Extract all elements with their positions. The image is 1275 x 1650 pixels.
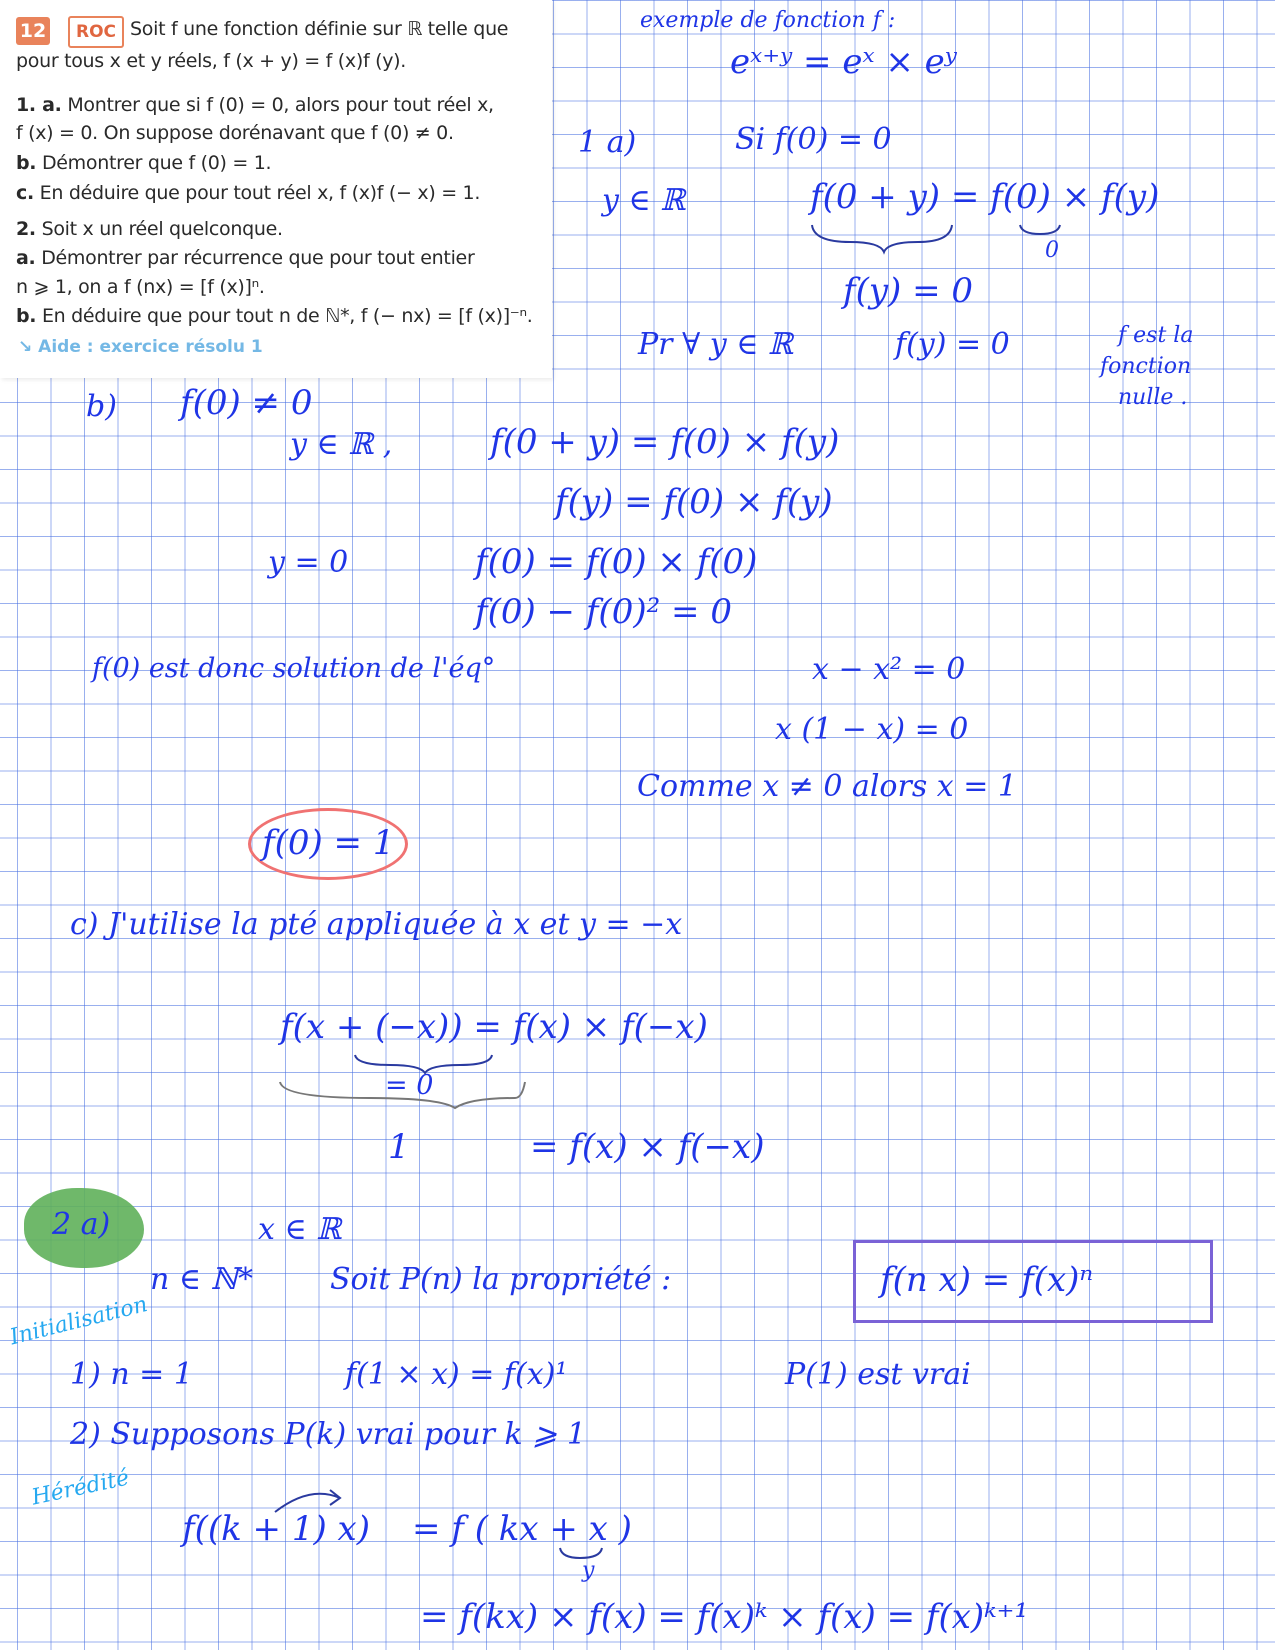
note-hered-eq1a: f((k + 1) x) [182,1509,370,1549]
exercise-q1c: c. En déduire que pour tout réel x, f (x)f (− x) = 1. [16,182,481,204]
note-init-eq: f(1 × x) = f(x)¹ [345,1357,568,1392]
note-q2a-prop: f(n x) = f(x)ⁿ [880,1260,1094,1300]
note-q2a-n: n ∈ ℕ* [150,1262,254,1297]
exercise-q2a-2: n ⩾ 1, on a f (nx) = [f (x)]ⁿ. [16,276,265,298]
note-q1b-eq4: f(0) − f(0)² = 0 [475,592,732,632]
note-example-label: exemple de fonction f : [640,8,896,33]
note-q1b-eq5: x − x² = 0 [812,652,966,687]
note-q1b-eq1: f(0 + y) = f(0) × f(y) [490,422,840,462]
note-q1a-all: Pr ∀ y ∈ ℝ [638,327,793,362]
note-q1c-text: c) J'utilise la pté appliquée à x et y = −x [70,907,683,942]
exercise-q1a-1: 1. a. Montrer que si f (0) = 0, alors pour tout réel x, [16,94,494,116]
note-q1b-sol: f(0) est donc solution de l'éq° [92,653,496,684]
brace-q1a [812,225,952,252]
brace-q1c-outer [280,1082,525,1108]
note-q1a-eq: f(0 + y) = f(0) × f(y) [810,177,1160,217]
note-init-step: 1) n = 1 [70,1357,193,1392]
note-q1b-eq3: f(0) = f(0) × f(0) [475,542,758,582]
exercise-q1b: b. Démontrer que f (0) = 1. [16,152,272,174]
arrow-hered [275,1490,340,1512]
note-q1a-y: y ∈ ℝ [602,183,686,218]
note-q1a-concl-1: f est la [1118,323,1194,348]
note-q1c-eq1: f(x + (−x)) = f(x) × f(−x) [280,1007,708,1047]
note-q2a-label: 2 a) [52,1207,111,1242]
note-q1a-concl-2: fonction [1100,354,1192,379]
exercise-q2a-1: a. Démontrer par récurrence que pour tout entier [16,247,475,269]
brace-q1a-small [1020,225,1060,234]
note-q1a-if: Si f(0) = 0 [735,122,892,157]
note-init-res: P(1) est vrai [785,1357,971,1392]
exercise-q2b: b. En déduire que pour tout n de ℕ*, f (− nx) = [f (x)]⁻ⁿ. [16,305,533,327]
note-init-label: Initialisation [7,1292,151,1351]
note-hered-eq2: = f(kx) × f(x) = f(x)ᵏ × f(x) = f(x)ᵏ⁺¹ [420,1597,1029,1637]
note-q1b-hyp: f(0) ≠ 0 [180,383,313,423]
exercise-q2: 2. Soit x un réel quelconque. [16,218,283,240]
note-q1a-all-res: f(y) = 0 [895,327,1010,362]
note-q1c-zero: = 0 [385,1070,434,1101]
note-hered-step: 2) Supposons P(k) vrai pour k ⩾ 1 [70,1417,586,1452]
exercise-number: 12 [16,17,50,45]
note-hered-y: y [582,1558,595,1583]
note-q1a-label: 1 a) [578,125,637,160]
note-q1b-label: b) [86,389,117,424]
note-hered-eq1b: = f ( kx + x ) [412,1509,632,1549]
exercise-intro-1: Soit f une fonction définie sur ℝ telle que [130,18,509,40]
brace-hered [560,1548,602,1558]
note-q1b-y: y ∈ ℝ , [290,427,393,462]
note-q1a-res: f(y) = 0 [843,271,974,311]
exercise-help-link[interactable]: ↘ Aide : exercice résolu 1 [18,337,263,357]
exercise-intro-2: pour tous x et y réels, f (x + y) = f (x)f (y). [16,50,406,72]
note-q1b-answer: f(0) = 1 [262,823,395,863]
note-q1c-eq2a: 1 [388,1127,410,1167]
note-q1b-eq7: Comme x ≠ 0 alors x = 1 [637,769,1017,804]
note-q1b-eq6: x (1 − x) = 0 [775,712,969,747]
note-q1b-eq2: f(y) = f(0) × f(y) [555,482,833,522]
note-q1b-y0: y = 0 [268,545,349,580]
note-q2a-x: x ∈ ℝ [258,1212,342,1247]
note-q2a-text: Soit P(n) la propriété : [330,1262,672,1297]
note-q1a-zero: 0 [1045,238,1059,263]
brace-q1c-inner [355,1055,492,1073]
exercise-tag: ROC [68,16,124,48]
note-q1a-concl-3: nulle . [1118,385,1188,410]
note-example-formula: eˣ⁺ʸ = eˣ × eʸ [730,42,957,82]
note-hered-label: Hérédité [29,1465,132,1511]
note-q1c-eq2b: = f(x) × f(−x) [530,1127,765,1167]
exercise-q1a-2: f (x) = 0. On suppose dorénavant que f (0) ≠ 0. [16,122,454,144]
